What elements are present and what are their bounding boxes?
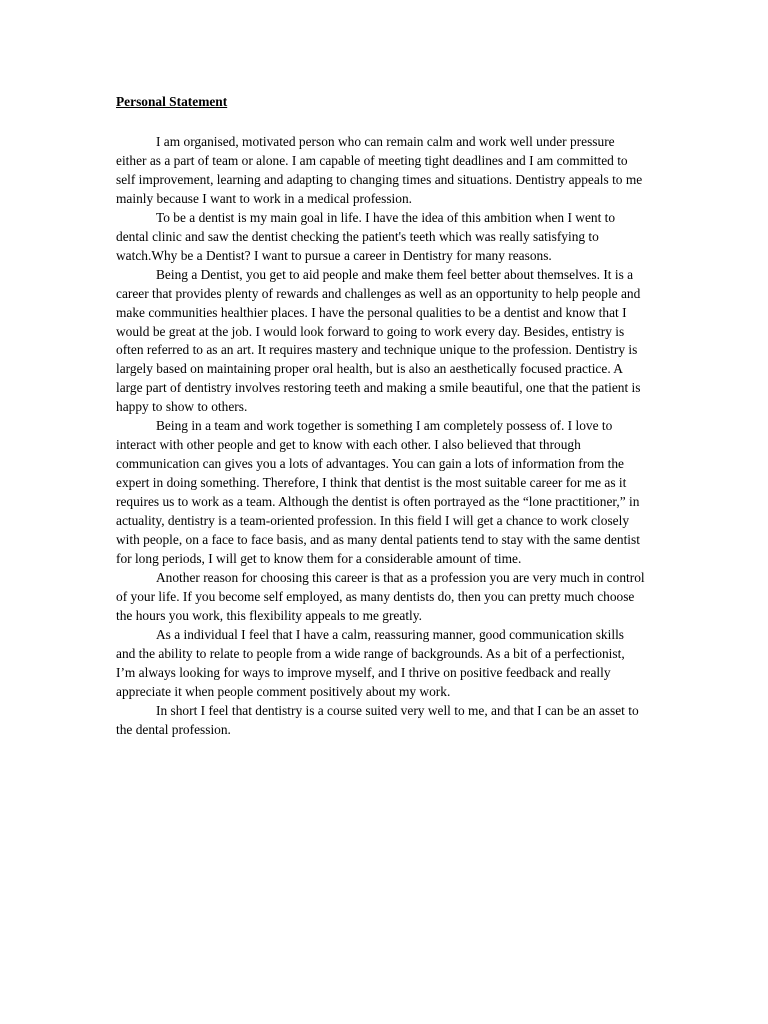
text-line: Being in a team and work together is something I am completely possess of. I love to	[156, 418, 613, 434]
text-line: large part of dentistry involves restoring teeth and making a smile beautiful, one that the patient is	[116, 380, 641, 396]
text-line: self improvement, learning and adapting to changing times and situations. Dentistry appeals to me	[116, 171, 643, 187]
paragraph-1	[116, 133, 650, 209]
text-line: I’m always looking for ways to improve myself, and I thrive on positive feedback and really	[116, 664, 611, 680]
text-line: interact with other people and get to know with each other. I also believed that through	[116, 437, 581, 453]
text-line: largely based on maintaining proper oral health, but is also an aesthetically focused practice. A	[116, 361, 623, 377]
text-line: for long periods, I will get to know them for a considerable amount of time.	[116, 550, 522, 566]
text-line: communication can gives you a lots of advantages. You can gain a lots of information from the	[116, 456, 624, 472]
text-line: expert in doing something. Therefore, I think that dentist is the most suitable career for me as it	[116, 475, 627, 491]
document-page	[116, 92, 650, 740]
text-line: mainly because I want to work in a medical profession.	[116, 190, 412, 206]
paragraph-2	[116, 209, 650, 266]
text-line: of your life. If you become self employed, as many dentists do, then you can pretty much choose	[116, 588, 635, 604]
text-line: actuality, dentistry is a team-oriented profession. In this field I will get a chance to work closely	[116, 513, 630, 529]
paragraph-3	[116, 266, 650, 418]
text-line: happy to show to others.	[116, 399, 248, 415]
text-line: would be great at the job. I would look forward to going to work every day. Besides, entistry is	[116, 323, 625, 339]
text-line: Another reason for choosing this career is that as a profession you are very much in control	[156, 569, 645, 585]
text-line: In short I feel that dentistry is a course suited very well to me, and that I can be an asset to	[156, 702, 639, 718]
text-line: the hours you work, this flexibility appeals to me greatly.	[116, 607, 422, 623]
document-title: Personal Statement	[116, 94, 228, 109]
text-line: Being a Dentist, you get to aid people and make them feel better about themselves. It is a	[156, 266, 634, 282]
paragraph-7	[116, 702, 650, 740]
text-line: watch.Why be a Dentist? I want to pursue a career in Dentistry for many reasons.	[116, 247, 552, 263]
paragraph-5	[116, 569, 650, 626]
text-line: often referred to as an art. It requires mastery and technique unique to the profession. Dentistry is	[116, 342, 638, 358]
text-line: either as a part of team or alone. I am capable of meeting tight deadlines and I am committed to	[116, 152, 628, 168]
text-line: appreciate it when people comment positively about my work.	[116, 683, 451, 699]
text-line: career that provides plenty of rewards and challenges as well as an opportunity to help people and	[116, 285, 641, 301]
text-line: and the ability to relate to people from a wide range of backgrounds. As a bit of a perfectionist,	[116, 645, 625, 661]
text-line: To be a dentist is my main goal in life. I have the idea of this ambition when I went to	[156, 209, 616, 225]
text-line: As a individual I feel that I have a calm, reassuring manner, good communication skills	[156, 626, 625, 642]
text-line: with people, on a face to face basis, and as many dental patients tend to stay with the same dentist	[116, 532, 640, 548]
text-line: make communities healthier places. I have the personal qualities to be a dentist and know that I	[116, 304, 627, 320]
paragraph-4	[116, 417, 650, 569]
text-line: requires us to work as a team. Although the dentist is often portrayed as the “lone practitioner,” in	[116, 494, 640, 510]
text-line: dental clinic and saw the dentist checking the patient's teeth which was really satisfying to	[116, 228, 599, 244]
text-line: the dental profession.	[116, 721, 231, 737]
paragraph-6	[116, 626, 650, 702]
text-line: I am organised, motivated person who can remain calm and work well under pressure	[156, 134, 615, 149]
